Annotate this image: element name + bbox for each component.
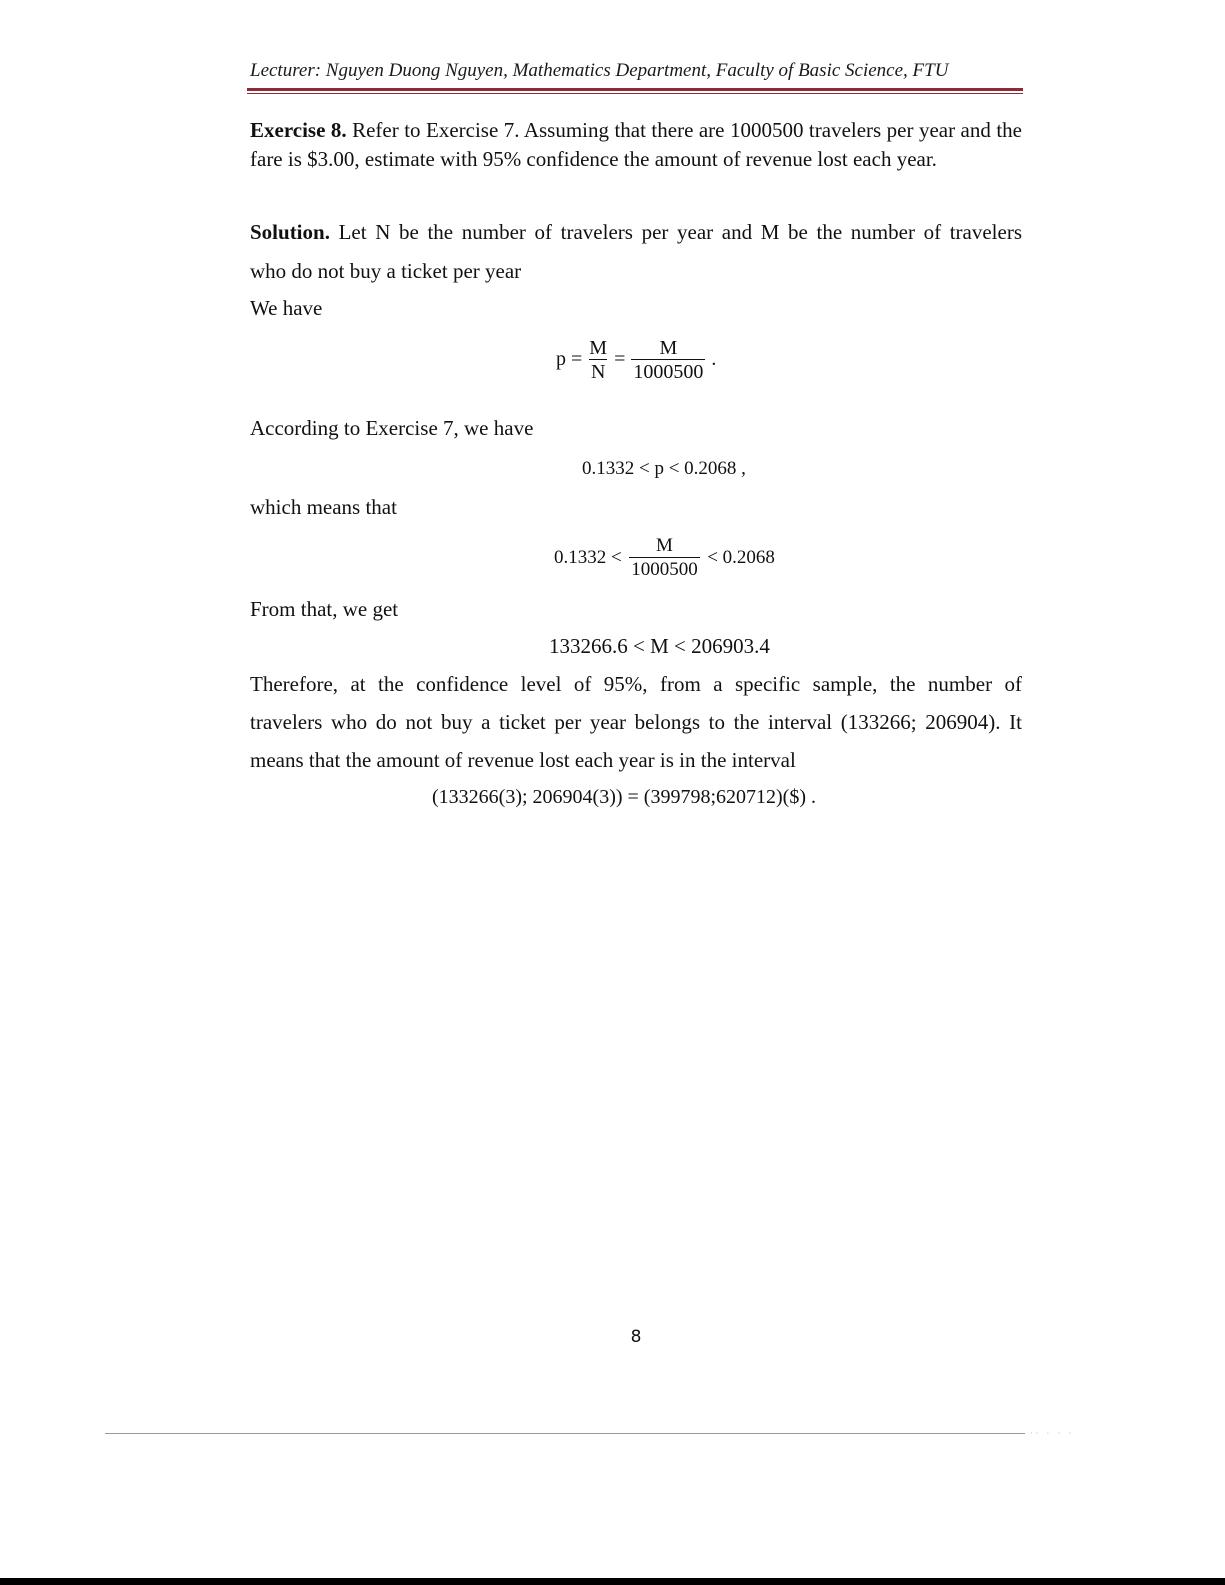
footer-rule bbox=[105, 1433, 1025, 1434]
fraction-numerator: M bbox=[656, 535, 673, 556]
conclusion-line-1: Therefore, at the confidence level of 95%, from a specific sample, the number of bbox=[250, 672, 1022, 696]
footer-dots: ·· · · · bbox=[1030, 1429, 1075, 1438]
fraction-m-over-1000500 bbox=[626, 535, 702, 582]
equation-m-fraction-bounds bbox=[554, 535, 775, 582]
bottom-edge-bar bbox=[0, 1578, 1225, 1585]
header-rule-thin bbox=[247, 93, 1023, 94]
conclusion-line-2: travelers who do not buy a ticket per year belongs to the interval (133266; 206904). It bbox=[250, 710, 1022, 734]
we-have-text: We have bbox=[250, 296, 323, 320]
equation-m-bounds: 133266.6 < M < 206903.4 bbox=[549, 634, 770, 658]
page-number: 8 bbox=[630, 1327, 642, 1347]
exercise-label: Exercise 8. bbox=[250, 118, 347, 142]
eq1-equals: = bbox=[614, 348, 626, 371]
solution-label: Solution. bbox=[250, 220, 330, 244]
fraction-numerator: M bbox=[589, 337, 608, 359]
header-rule-thick bbox=[247, 88, 1023, 91]
fraction-denominator: 1000500 bbox=[633, 361, 704, 383]
equation-p-bounds: 0.1332 < p < 0.2068 , bbox=[582, 458, 746, 479]
fraction-m-over-n bbox=[587, 337, 609, 384]
conclusion-line-3: means that the amount of revenue lost each year is in the interval bbox=[250, 748, 796, 772]
solution-line-2: who do not buy a ticket per year bbox=[250, 259, 522, 283]
exercise-text: Refer to Exercise 7. Assuming that there are 1000500 travelers per year and the fare is $3.00, estimate with 95% confidence the amount of revenue lost each year. bbox=[250, 118, 1022, 171]
eq1-period: . bbox=[711, 348, 717, 371]
exercise-paragraph bbox=[250, 116, 1022, 174]
fraction-denominator: N bbox=[590, 361, 606, 383]
according-text: According to Exercise 7, we have bbox=[250, 416, 534, 440]
solution-text-1: Let N be the number of travelers per year and M be the number of travelers bbox=[329, 220, 1022, 244]
from-that-text: From that, we get bbox=[250, 597, 399, 621]
running-header: Lecturer: Nguyen Duong Nguyen, Mathematics Department, Faculty of Basic Science, FTU bbox=[250, 60, 949, 81]
fraction-denominator: 1000500 bbox=[631, 559, 698, 580]
fraction-m-over-1000500 bbox=[630, 337, 706, 384]
eq3-left: 0.1332 < bbox=[554, 546, 622, 568]
equation-p-definition bbox=[556, 337, 716, 384]
solution-line-1 bbox=[250, 220, 1022, 245]
eq1-lhs: p = bbox=[556, 348, 583, 371]
which-means-text: which means that bbox=[250, 495, 397, 519]
equation-revenue-interval: (133266(3); 206904(3)) = (399798;620712)($) . bbox=[432, 786, 816, 808]
fraction-numerator: M bbox=[659, 337, 678, 359]
eq3-right: < 0.2068 bbox=[707, 546, 775, 568]
